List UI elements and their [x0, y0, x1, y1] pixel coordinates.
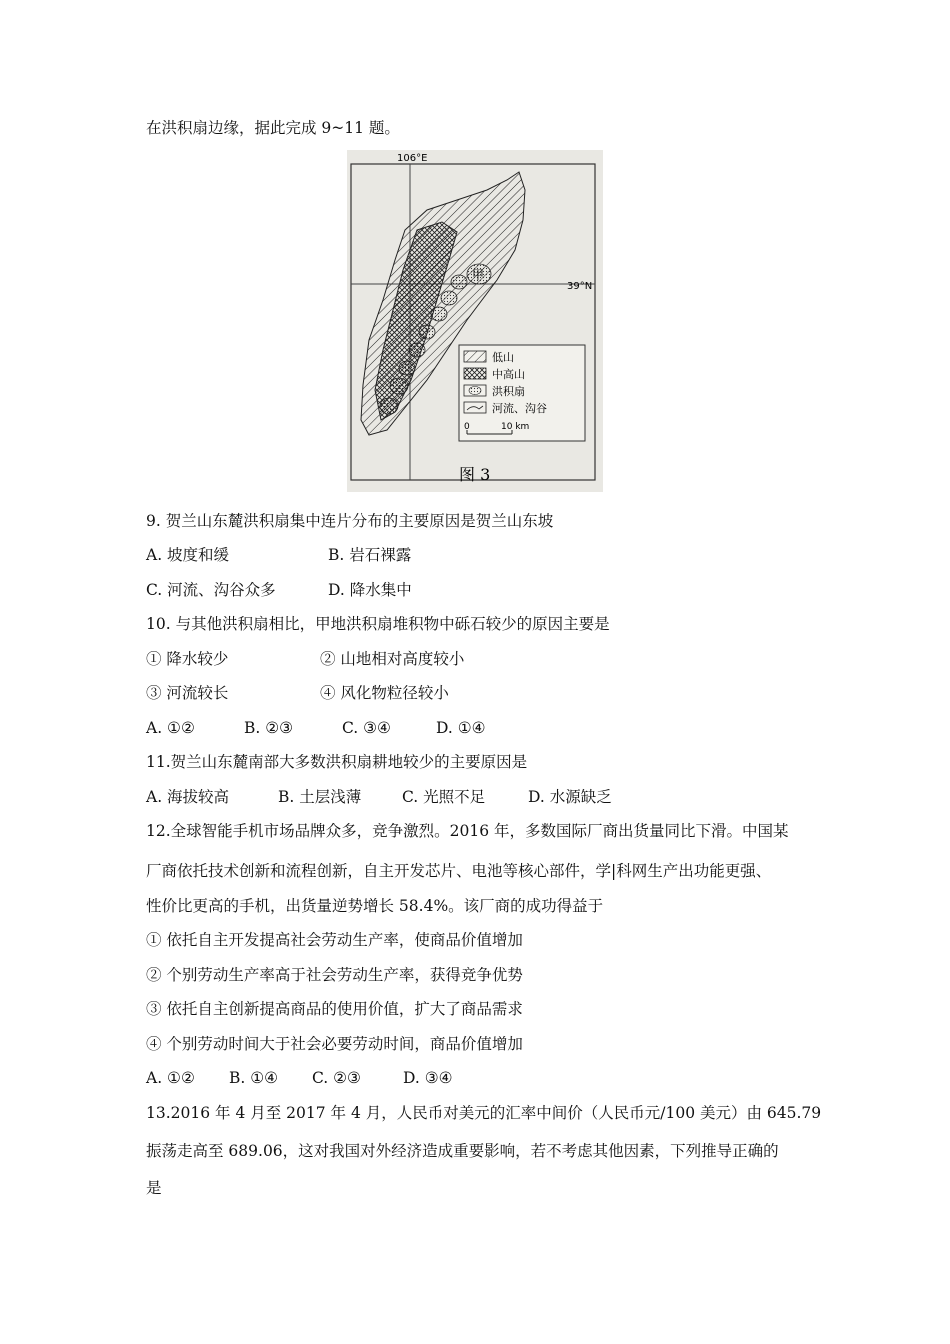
q10-statement-1: ① 降水较少: [146, 650, 229, 668]
q13-stem-line1: 13.2016 年 4 月至 2017 年 4 月，人民币对美元的汇率中间价（人民币元/100 美元）由 645.79: [146, 1104, 822, 1122]
legend-mid-high-mountain: 中高山: [492, 368, 525, 381]
q9-option-c: C. 河流、沟谷众多: [146, 581, 276, 599]
q10-statement-3: ③ 河流较长: [146, 684, 229, 702]
q12-stem-line2: 厂商依托技术创新和流程创新，自主开发芯片、电池等核心部件，学|科网生产出功能更强、: [146, 862, 772, 880]
q12-statement-4: ④ 个别劳动时间大于社会必要劳动时间，商品价值增加: [146, 1035, 523, 1053]
map-legend: [459, 345, 585, 441]
q10-option-a: A. ①②: [146, 719, 195, 737]
q12-option-a: A. ①②: [146, 1069, 195, 1087]
legend-alluvial-fan: 洪积扇: [492, 385, 525, 398]
q12-option-d: D. ③④: [403, 1069, 453, 1087]
q10-statements-row1: [146, 649, 464, 669]
q13-stem-line2: 振荡走高至 689.06，这对我国对外经济造成重要影响，若不考虑其他因素，下列推导正确的: [146, 1142, 779, 1160]
q11-option-b: B. 土层浅薄: [278, 788, 362, 806]
place-jia-label: 甲: [472, 268, 485, 282]
legend-low-mountain: 低山: [492, 351, 514, 364]
intro-text: 在洪积扇边缘，据此完成 9~11 题。: [146, 119, 400, 137]
q9-option-b: B. 岩石裸露: [328, 546, 412, 564]
q11-stem: 11.贺兰山东麓南部大多数洪积扇耕地较少的主要原因是: [146, 753, 528, 771]
longitude-label: 106°E: [397, 153, 428, 164]
q10-statement-2: ② 山地相对高度较小: [320, 650, 465, 668]
legend-river-valley: 河流、沟谷: [492, 402, 547, 415]
q12-option-b: B. ①④: [229, 1069, 279, 1087]
q9-options-row1: [146, 545, 411, 565]
q9-option-d: D. 降水集中: [328, 581, 412, 599]
q10-options: [146, 718, 486, 738]
q12-statement-3: ③ 依托自主创新提高商品的使用价值，扩大了商品需求: [146, 1000, 523, 1018]
q10-stem: 10. 与其他洪积扇相比，甲地洪积扇堆积物中砾石较少的原因主要是: [146, 615, 610, 633]
q10-option-c: C. ③④: [342, 719, 391, 737]
q11-options: [146, 787, 612, 807]
q11-option-d: D. 水源缺乏: [528, 788, 612, 806]
figure-caption: 图 3: [459, 465, 491, 484]
q11-option-c: C. 光照不足: [402, 788, 486, 806]
scale-start-label: 0: [464, 422, 470, 432]
q9-option-a: A. 坡度和缓: [146, 546, 230, 564]
q10-statement-4: ④ 风化物粒径较小: [320, 684, 449, 702]
q12-option-c: C. ②③: [312, 1069, 361, 1087]
scale-end-label: 10 km: [501, 422, 530, 432]
q12-stem-line3: 性价比更高的手机，出货量逆势增长 58.4%。该厂商的成功得益于: [146, 897, 604, 915]
q12-stem-line1: 12.全球智能手机市场品牌众多，竞争激烈。2016 年，多数国际厂商出货量同比下滑。中国某: [146, 822, 789, 840]
q12-statement-1: ① 依托自主开发提高社会劳动生产率，使商品价值增加: [146, 931, 523, 949]
figure-3-map: [347, 150, 603, 492]
q9-stem: 9. 贺兰山东麓洪积扇集中连片分布的主要原因是贺兰山东坡: [146, 512, 554, 530]
latitude-label: 39°N: [567, 281, 593, 292]
q10-statements-row2: [146, 683, 449, 703]
q13-stem-line3: 是: [146, 1179, 162, 1197]
q9-options-row2: [146, 580, 412, 600]
q10-option-d: D. ①④: [436, 719, 486, 737]
q11-option-a: A. 海拔较高: [146, 788, 230, 806]
q10-option-b: B. ②③: [244, 719, 294, 737]
q12-options: [146, 1068, 453, 1088]
q12-statement-2: ② 个别劳动生产率高于社会劳动生产率，获得竞争优势: [146, 966, 523, 984]
